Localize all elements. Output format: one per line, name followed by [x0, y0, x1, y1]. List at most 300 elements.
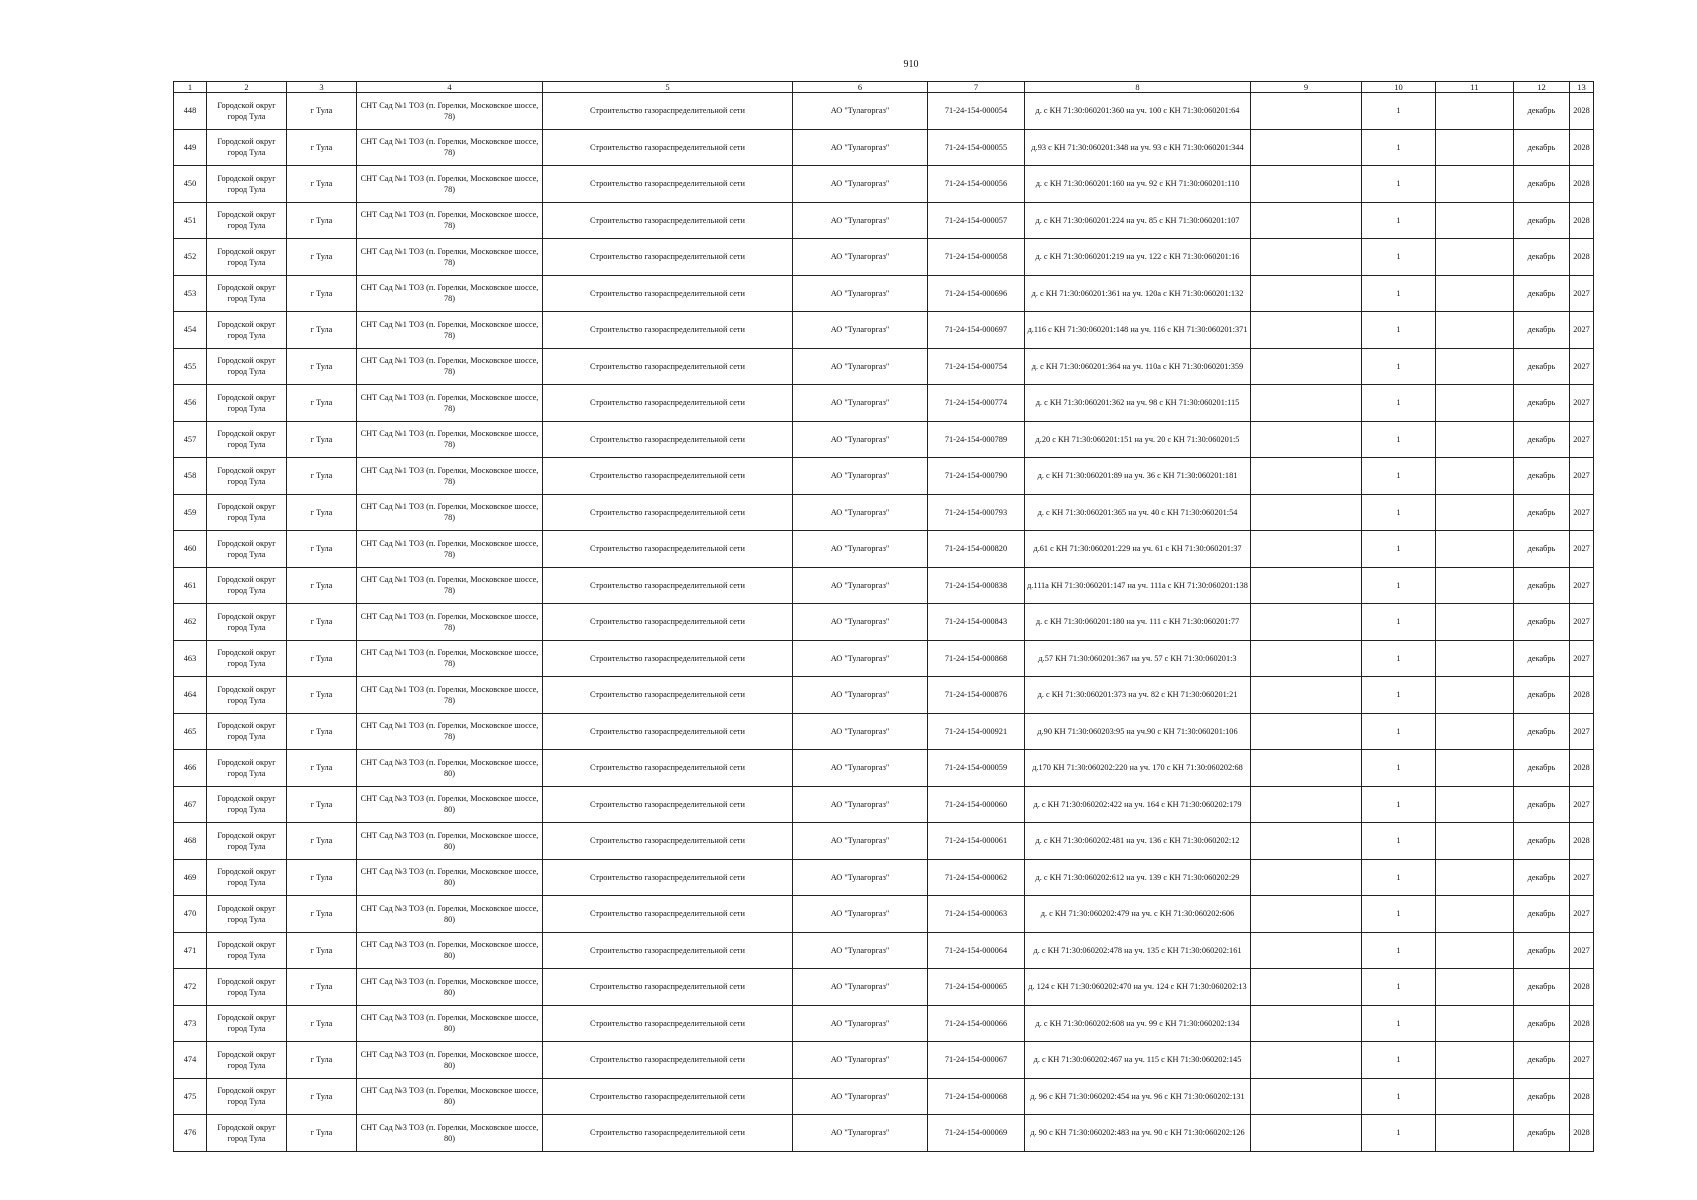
table-row — [174, 1115, 1594, 1152]
cell-operator: АО "Тулагоргаз" — [793, 166, 928, 203]
cell-address: СНТ Сад №3 ТОЗ (п. Горелки, Московское шоссе, 80) — [357, 1115, 543, 1152]
cell-address: СНТ Сад №3 ТОЗ (п. Горелки, Московское шоссе, 80) — [357, 859, 543, 896]
cell-col-9 — [1251, 129, 1362, 166]
cell-year: 2028 — [1570, 750, 1594, 787]
cell-month: декабрь — [1514, 786, 1570, 823]
table-row — [174, 859, 1594, 896]
cell-object-description: д.20 с КН 71:30:060201:151 на уч. 20 с КН 71:30:060201:5 — [1025, 421, 1251, 458]
cell-col-9 — [1251, 494, 1362, 531]
table-row — [174, 567, 1594, 604]
column-header-5: 5 — [543, 82, 793, 93]
cell-operator: АО "Тулагоргаз" — [793, 1078, 928, 1115]
cell-object-description: д. с КН 71:30:060202:467 на уч. 115 с КН 71:30:060202:145 — [1025, 1042, 1251, 1079]
cell-municipality: Городской округ город Тула — [207, 604, 287, 641]
cell-col-9 — [1251, 1005, 1362, 1042]
cell-work-type: Строительство газораспределительной сети — [543, 859, 793, 896]
cell-quantity: 1 — [1362, 823, 1436, 860]
cell-year: 2027 — [1570, 348, 1594, 385]
cell-application-number: 71-24-154-000065 — [928, 969, 1025, 1006]
cell-row-number: 457 — [174, 421, 207, 458]
cell-application-number: 71-24-154-000059 — [928, 750, 1025, 787]
cell-address: СНТ Сад №1 ТОЗ (п. Горелки, Московское шоссе, 78) — [357, 129, 543, 166]
cell-quantity: 1 — [1362, 458, 1436, 495]
cell-settlement: г Тула — [287, 896, 357, 933]
cell-operator: АО "Тулагоргаз" — [793, 421, 928, 458]
table-row — [174, 93, 1594, 130]
cell-application-number: 71-24-154-000069 — [928, 1115, 1025, 1152]
cell-year: 2028 — [1570, 202, 1594, 239]
cell-work-type: Строительство газораспределительной сети — [543, 93, 793, 130]
column-header-6: 6 — [793, 82, 928, 93]
cell-year: 2027 — [1570, 932, 1594, 969]
cell-row-number: 473 — [174, 1005, 207, 1042]
cell-year: 2027 — [1570, 531, 1594, 568]
cell-address: СНТ Сад №3 ТОЗ (п. Горелки, Московское шоссе, 80) — [357, 786, 543, 823]
cell-row-number: 459 — [174, 494, 207, 531]
cell-settlement: г Тула — [287, 604, 357, 641]
cell-row-number: 467 — [174, 786, 207, 823]
cell-address: СНТ Сад №1 ТОЗ (п. Горелки, Московское шоссе, 78) — [357, 348, 543, 385]
cell-year: 2027 — [1570, 1042, 1594, 1079]
cell-application-number: 71-24-154-000697 — [928, 312, 1025, 349]
cell-row-number: 448 — [174, 93, 207, 130]
cell-col-9 — [1251, 166, 1362, 203]
cell-quantity: 1 — [1362, 1005, 1436, 1042]
cell-settlement: г Тула — [287, 713, 357, 750]
cell-quantity: 1 — [1362, 786, 1436, 823]
table-row — [174, 677, 1594, 714]
cell-application-number: 71-24-154-000696 — [928, 275, 1025, 312]
table-row — [174, 166, 1594, 203]
cell-month: декабрь — [1514, 1005, 1570, 1042]
cell-municipality: Городской округ город Тула — [207, 239, 287, 276]
cell-object-description: д. с КН 71:30:060201:365 на уч. 40 с КН 71:30:060201:54 — [1025, 494, 1251, 531]
cell-operator: АО "Тулагоргаз" — [793, 859, 928, 896]
cell-month: декабрь — [1514, 604, 1570, 641]
cell-month: декабрь — [1514, 129, 1570, 166]
cell-address: СНТ Сад №3 ТОЗ (п. Горелки, Московское шоссе, 80) — [357, 1005, 543, 1042]
cell-col-11 — [1436, 786, 1514, 823]
cell-col-9 — [1251, 567, 1362, 604]
cell-application-number: 71-24-154-000754 — [928, 348, 1025, 385]
cell-col-11 — [1436, 531, 1514, 568]
cell-col-9 — [1251, 750, 1362, 787]
cell-municipality: Городской округ город Тула — [207, 969, 287, 1006]
cell-row-number: 454 — [174, 312, 207, 349]
cell-col-9 — [1251, 348, 1362, 385]
table-row — [174, 202, 1594, 239]
page-number: 910 — [903, 59, 919, 70]
table-row — [174, 312, 1594, 349]
cell-application-number: 71-24-154-000774 — [928, 385, 1025, 422]
cell-work-type: Строительство газораспределительной сети — [543, 531, 793, 568]
cell-address: СНТ Сад №1 ТОЗ (п. Горелки, Московское шоссе, 78) — [357, 202, 543, 239]
cell-address: СНТ Сад №3 ТОЗ (п. Горелки, Московское шоссе, 80) — [357, 1078, 543, 1115]
cell-month: декабрь — [1514, 896, 1570, 933]
table-row — [174, 713, 1594, 750]
cell-application-number: 71-24-154-000063 — [928, 896, 1025, 933]
cell-settlement: г Тула — [287, 166, 357, 203]
cell-settlement: г Тула — [287, 859, 357, 896]
cell-settlement: г Тула — [287, 239, 357, 276]
cell-object-description: д. с КН 71:30:060202:481 на уч. 136 с КН 71:30:060202:12 — [1025, 823, 1251, 860]
cell-municipality: Городской округ город Тула — [207, 421, 287, 458]
cell-col-9 — [1251, 458, 1362, 495]
cell-object-description: д. 124 с КН 71:30:060202:470 на уч. 124 с КН 71:30:060202:13 — [1025, 969, 1251, 1006]
cell-col-11 — [1436, 129, 1514, 166]
cell-application-number: 71-24-154-000056 — [928, 166, 1025, 203]
column-header-8: 8 — [1025, 82, 1251, 93]
cell-year: 2027 — [1570, 494, 1594, 531]
cell-row-number: 458 — [174, 458, 207, 495]
cell-col-11 — [1436, 494, 1514, 531]
cell-col-9 — [1251, 677, 1362, 714]
cell-operator: АО "Тулагоргаз" — [793, 677, 928, 714]
cell-application-number: 71-24-154-000789 — [928, 421, 1025, 458]
cell-municipality: Городской округ город Тула — [207, 385, 287, 422]
column-header-7: 7 — [928, 82, 1025, 93]
cell-col-11 — [1436, 458, 1514, 495]
cell-year: 2027 — [1570, 421, 1594, 458]
cell-row-number: 472 — [174, 969, 207, 1006]
cell-row-number: 468 — [174, 823, 207, 860]
cell-row-number: 449 — [174, 129, 207, 166]
cell-year: 2027 — [1570, 275, 1594, 312]
cell-object-description: д. с КН 71:30:060201:373 на уч. 82 с КН 71:30:060201:21 — [1025, 677, 1251, 714]
cell-address: СНТ Сад №1 ТОЗ (п. Горелки, Московское шоссе, 78) — [357, 312, 543, 349]
cell-month: декабрь — [1514, 567, 1570, 604]
cell-month: декабрь — [1514, 312, 1570, 349]
cell-row-number: 455 — [174, 348, 207, 385]
cell-col-11 — [1436, 166, 1514, 203]
cell-municipality: Городской округ город Тула — [207, 312, 287, 349]
cell-municipality: Городской округ город Тула — [207, 713, 287, 750]
cell-operator: АО "Тулагоргаз" — [793, 750, 928, 787]
cell-address: СНТ Сад №1 ТОЗ (п. Горелки, Московское шоссе, 78) — [357, 531, 543, 568]
cell-col-11 — [1436, 677, 1514, 714]
cell-address: СНТ Сад №1 ТОЗ (п. Горелки, Московское шоссе, 78) — [357, 458, 543, 495]
cell-application-number: 71-24-154-000064 — [928, 932, 1025, 969]
cell-year: 2027 — [1570, 312, 1594, 349]
cell-col-11 — [1436, 713, 1514, 750]
cell-col-11 — [1436, 239, 1514, 276]
cell-year: 2028 — [1570, 1115, 1594, 1152]
column-header-10: 10 — [1362, 82, 1436, 93]
cell-operator: АО "Тулагоргаз" — [793, 1005, 928, 1042]
cell-settlement: г Тула — [287, 348, 357, 385]
cell-address: СНТ Сад №3 ТОЗ (п. Горелки, Московское шоссе, 80) — [357, 823, 543, 860]
column-number-row — [174, 82, 1594, 93]
cell-work-type: Строительство газораспределительной сети — [543, 786, 793, 823]
cell-row-number: 462 — [174, 604, 207, 641]
table-body — [174, 93, 1594, 1152]
cell-col-9 — [1251, 823, 1362, 860]
cell-object-description: д. с КН 71:30:060201:360 на уч. 100 с КН 71:30:060201:64 — [1025, 93, 1251, 130]
cell-object-description: д. 96 с КН 71:30:060202:454 на уч. 96 с КН 71:30:060202:131 — [1025, 1078, 1251, 1115]
cell-address: СНТ Сад №1 ТОЗ (п. Горелки, Московское шоссе, 78) — [357, 239, 543, 276]
cell-col-11 — [1436, 1078, 1514, 1115]
cell-operator: АО "Тулагоргаз" — [793, 494, 928, 531]
cell-settlement: г Тула — [287, 312, 357, 349]
column-header-1: 1 — [174, 82, 207, 93]
cell-col-11 — [1436, 604, 1514, 641]
cell-address: СНТ Сад №3 ТОЗ (п. Горелки, Московское шоссе, 80) — [357, 932, 543, 969]
cell-operator: АО "Тулагоргаз" — [793, 567, 928, 604]
cell-operator: АО "Тулагоргаз" — [793, 348, 928, 385]
cell-col-11 — [1436, 823, 1514, 860]
cell-year: 2027 — [1570, 640, 1594, 677]
table-row — [174, 1005, 1594, 1042]
cell-row-number: 460 — [174, 531, 207, 568]
cell-work-type: Строительство газораспределительной сети — [543, 202, 793, 239]
cell-year: 2027 — [1570, 458, 1594, 495]
cell-quantity: 1 — [1362, 494, 1436, 531]
cell-quantity: 1 — [1362, 567, 1436, 604]
cell-month: декабрь — [1514, 202, 1570, 239]
cell-work-type: Строительство газораспределительной сети — [543, 312, 793, 349]
column-header-9: 9 — [1251, 82, 1362, 93]
cell-application-number: 71-24-154-000058 — [928, 239, 1025, 276]
cell-month: декабрь — [1514, 1042, 1570, 1079]
cell-operator: АО "Тулагоргаз" — [793, 129, 928, 166]
cell-application-number: 71-24-154-000061 — [928, 823, 1025, 860]
cell-col-9 — [1251, 786, 1362, 823]
cell-year: 2027 — [1570, 385, 1594, 422]
cell-address: СНТ Сад №1 ТОЗ (п. Горелки, Московское шоссе, 78) — [357, 93, 543, 130]
cell-settlement: г Тула — [287, 531, 357, 568]
cell-address: СНТ Сад №1 ТОЗ (п. Горелки, Московское шоссе, 78) — [357, 494, 543, 531]
cell-col-9 — [1251, 202, 1362, 239]
cell-month: декабрь — [1514, 823, 1570, 860]
table-row — [174, 750, 1594, 787]
cell-work-type: Строительство газораспределительной сети — [543, 275, 793, 312]
cell-operator: АО "Тулагоргаз" — [793, 786, 928, 823]
cell-col-11 — [1436, 932, 1514, 969]
cell-year: 2028 — [1570, 129, 1594, 166]
cell-municipality: Городской округ город Тула — [207, 348, 287, 385]
cell-col-11 — [1436, 896, 1514, 933]
cell-application-number: 71-24-154-000868 — [928, 640, 1025, 677]
cell-work-type: Строительство газораспределительной сети — [543, 1042, 793, 1079]
cell-municipality: Городской округ город Тула — [207, 932, 287, 969]
cell-work-type: Строительство газораспределительной сети — [543, 129, 793, 166]
cell-application-number: 71-24-154-000843 — [928, 604, 1025, 641]
column-header-3: 3 — [287, 82, 357, 93]
cell-address: СНТ Сад №1 ТОЗ (п. Горелки, Московское шоссе, 78) — [357, 713, 543, 750]
cell-year: 2027 — [1570, 567, 1594, 604]
cell-col-9 — [1251, 385, 1362, 422]
cell-municipality: Городской округ город Тула — [207, 750, 287, 787]
cell-municipality: Городской округ город Тула — [207, 1005, 287, 1042]
cell-row-number: 466 — [174, 750, 207, 787]
cell-address: СНТ Сад №1 ТОЗ (п. Горелки, Московское шоссе, 78) — [357, 640, 543, 677]
table-row — [174, 494, 1594, 531]
cell-col-9 — [1251, 531, 1362, 568]
cell-quantity: 1 — [1362, 239, 1436, 276]
cell-row-number: 471 — [174, 932, 207, 969]
cell-object-description: д.93 с КН 71:30:060201:348 на уч. 93 с КН 71:30:060201:344 — [1025, 129, 1251, 166]
table-row — [174, 604, 1594, 641]
cell-object-description: д.170 КН 71:30:060202:220 на уч. 170 с КН 71:30:060202:68 — [1025, 750, 1251, 787]
table-row — [174, 385, 1594, 422]
cell-operator: АО "Тулагоргаз" — [793, 239, 928, 276]
cell-object-description: д. с КН 71:30:060202:478 на уч. 135 с КН 71:30:060202:161 — [1025, 932, 1251, 969]
cell-quantity: 1 — [1362, 93, 1436, 130]
column-header-11: 11 — [1436, 82, 1514, 93]
cell-year: 2028 — [1570, 1078, 1594, 1115]
cell-month: декабрь — [1514, 275, 1570, 312]
cell-application-number: 71-24-154-000057 — [928, 202, 1025, 239]
cell-work-type: Строительство газораспределительной сети — [543, 1115, 793, 1152]
table-row — [174, 129, 1594, 166]
cell-object-description: д.116 с КН 71:30:060201:148 на уч. 116 с КН 71:30:060201:371 — [1025, 312, 1251, 349]
cell-municipality: Городской округ город Тула — [207, 677, 287, 714]
cell-application-number: 71-24-154-000062 — [928, 859, 1025, 896]
cell-settlement: г Тула — [287, 202, 357, 239]
cell-address: СНТ Сад №3 ТОЗ (п. Горелки, Московское шоссе, 80) — [357, 750, 543, 787]
cell-application-number: 71-24-154-000820 — [928, 531, 1025, 568]
cell-application-number: 71-24-154-000790 — [928, 458, 1025, 495]
cell-row-number: 452 — [174, 239, 207, 276]
cell-municipality: Городской округ город Тула — [207, 166, 287, 203]
cell-col-11 — [1436, 275, 1514, 312]
cell-settlement: г Тула — [287, 421, 357, 458]
cell-col-9 — [1251, 859, 1362, 896]
cell-object-description: д.61 с КН 71:30:060201:229 на уч. 61 с КН 71:30:060201:37 — [1025, 531, 1251, 568]
cell-settlement: г Тула — [287, 567, 357, 604]
cell-year: 2027 — [1570, 713, 1594, 750]
cell-col-9 — [1251, 604, 1362, 641]
cell-municipality: Городской округ город Тула — [207, 129, 287, 166]
cell-settlement: г Тула — [287, 640, 357, 677]
cell-month: декабрь — [1514, 239, 1570, 276]
cell-object-description: д. с КН 71:30:060201:180 на уч. 111 с КН 71:30:060201:77 — [1025, 604, 1251, 641]
cell-work-type: Строительство газораспределительной сети — [543, 932, 793, 969]
table-row — [174, 1042, 1594, 1079]
cell-month: декабрь — [1514, 348, 1570, 385]
cell-row-number: 463 — [174, 640, 207, 677]
cell-address: СНТ Сад №1 ТОЗ (п. Горелки, Московское шоссе, 78) — [357, 677, 543, 714]
cell-settlement: г Тула — [287, 823, 357, 860]
cell-address: СНТ Сад №1 ТОЗ (п. Горелки, Московское шоссе, 78) — [357, 567, 543, 604]
cell-row-number: 476 — [174, 1115, 207, 1152]
cell-settlement: г Тула — [287, 129, 357, 166]
cell-settlement: г Тула — [287, 1078, 357, 1115]
cell-quantity: 1 — [1362, 604, 1436, 641]
cell-year: 2028 — [1570, 239, 1594, 276]
cell-address: СНТ Сад №1 ТОЗ (п. Горелки, Московское шоссе, 78) — [357, 604, 543, 641]
cell-object-description: д. с КН 71:30:060202:479 на уч. с КН 71:30:060202:606 — [1025, 896, 1251, 933]
cell-municipality: Городской округ город Тула — [207, 1115, 287, 1152]
cell-operator: АО "Тулагоргаз" — [793, 312, 928, 349]
cell-municipality: Городской округ город Тула — [207, 275, 287, 312]
cell-object-description: д. с КН 71:30:060202:608 на уч. 99 с КН 71:30:060202:134 — [1025, 1005, 1251, 1042]
cell-operator: АО "Тулагоргаз" — [793, 823, 928, 860]
cell-work-type: Строительство газораспределительной сети — [543, 458, 793, 495]
cell-operator: АО "Тулагоргаз" — [793, 385, 928, 422]
table-row — [174, 640, 1594, 677]
cell-operator: АО "Тулагоргаз" — [793, 531, 928, 568]
cell-row-number: 451 — [174, 202, 207, 239]
cell-address: СНТ Сад №1 ТОЗ (п. Горелки, Московское шоссе, 78) — [357, 275, 543, 312]
cell-col-11 — [1436, 567, 1514, 604]
cell-col-11 — [1436, 312, 1514, 349]
cell-year: 2027 — [1570, 896, 1594, 933]
cell-col-9 — [1251, 932, 1362, 969]
table-row — [174, 531, 1594, 568]
cell-row-number: 456 — [174, 385, 207, 422]
cell-quantity: 1 — [1362, 859, 1436, 896]
cell-address: СНТ Сад №1 ТОЗ (п. Горелки, Московское шоссе, 78) — [357, 385, 543, 422]
cell-col-9 — [1251, 896, 1362, 933]
cell-operator: АО "Тулагоргаз" — [793, 713, 928, 750]
cell-quantity: 1 — [1362, 1115, 1436, 1152]
cell-col-9 — [1251, 93, 1362, 130]
cell-col-11 — [1436, 421, 1514, 458]
cell-year: 2028 — [1570, 1005, 1594, 1042]
cell-application-number: 71-24-154-000060 — [928, 786, 1025, 823]
cell-application-number: 71-24-154-000054 — [928, 93, 1025, 130]
cell-work-type: Строительство газораспределительной сети — [543, 896, 793, 933]
cell-object-description: д. с КН 71:30:060201:160 на уч. 92 с КН 71:30:060201:110 — [1025, 166, 1251, 203]
cell-operator: АО "Тулагоргаз" — [793, 1115, 928, 1152]
cell-col-9 — [1251, 1078, 1362, 1115]
cell-year: 2028 — [1570, 823, 1594, 860]
cell-year: 2028 — [1570, 166, 1594, 203]
cell-settlement: г Тула — [287, 1042, 357, 1079]
cell-month: декабрь — [1514, 531, 1570, 568]
cell-col-9 — [1251, 275, 1362, 312]
cell-work-type: Строительство газораспределительной сети — [543, 604, 793, 641]
cell-quantity: 1 — [1362, 932, 1436, 969]
cell-quantity: 1 — [1362, 969, 1436, 1006]
cell-application-number: 71-24-154-000921 — [928, 713, 1025, 750]
cell-year: 2028 — [1570, 677, 1594, 714]
cell-month: декабрь — [1514, 458, 1570, 495]
cell-quantity: 1 — [1362, 677, 1436, 714]
cell-year: 2027 — [1570, 859, 1594, 896]
cell-quantity: 1 — [1362, 531, 1436, 568]
cell-municipality: Городской округ город Тула — [207, 458, 287, 495]
cell-settlement: г Тула — [287, 458, 357, 495]
cell-col-11 — [1436, 640, 1514, 677]
cell-work-type: Строительство газораспределительной сети — [543, 421, 793, 458]
cell-settlement: г Тула — [287, 93, 357, 130]
cell-work-type: Строительство газораспределительной сети — [543, 166, 793, 203]
cell-month: декабрь — [1514, 932, 1570, 969]
cell-month: декабрь — [1514, 969, 1570, 1006]
cell-operator: АО "Тулагоргаз" — [793, 275, 928, 312]
cell-col-9 — [1251, 640, 1362, 677]
cell-operator: АО "Тулагоргаз" — [793, 896, 928, 933]
cell-quantity: 1 — [1362, 896, 1436, 933]
table-row — [174, 969, 1594, 1006]
cell-municipality: Городской округ город Тула — [207, 786, 287, 823]
cell-settlement: г Тула — [287, 275, 357, 312]
cell-work-type: Строительство газораспределительной сети — [543, 494, 793, 531]
cell-quantity: 1 — [1362, 750, 1436, 787]
cell-col-9 — [1251, 421, 1362, 458]
cell-settlement: г Тула — [287, 1115, 357, 1152]
cell-operator: АО "Тулагоргаз" — [793, 932, 928, 969]
cell-municipality: Городской округ город Тула — [207, 494, 287, 531]
cell-settlement: г Тула — [287, 932, 357, 969]
cell-col-11 — [1436, 750, 1514, 787]
cell-application-number: 71-24-154-000067 — [928, 1042, 1025, 1079]
cell-work-type: Строительство газораспределительной сети — [543, 1005, 793, 1042]
cell-object-description: д. с КН 71:30:060202:612 на уч. 139 с КН 71:30:060202:29 — [1025, 859, 1251, 896]
cell-month: декабрь — [1514, 166, 1570, 203]
